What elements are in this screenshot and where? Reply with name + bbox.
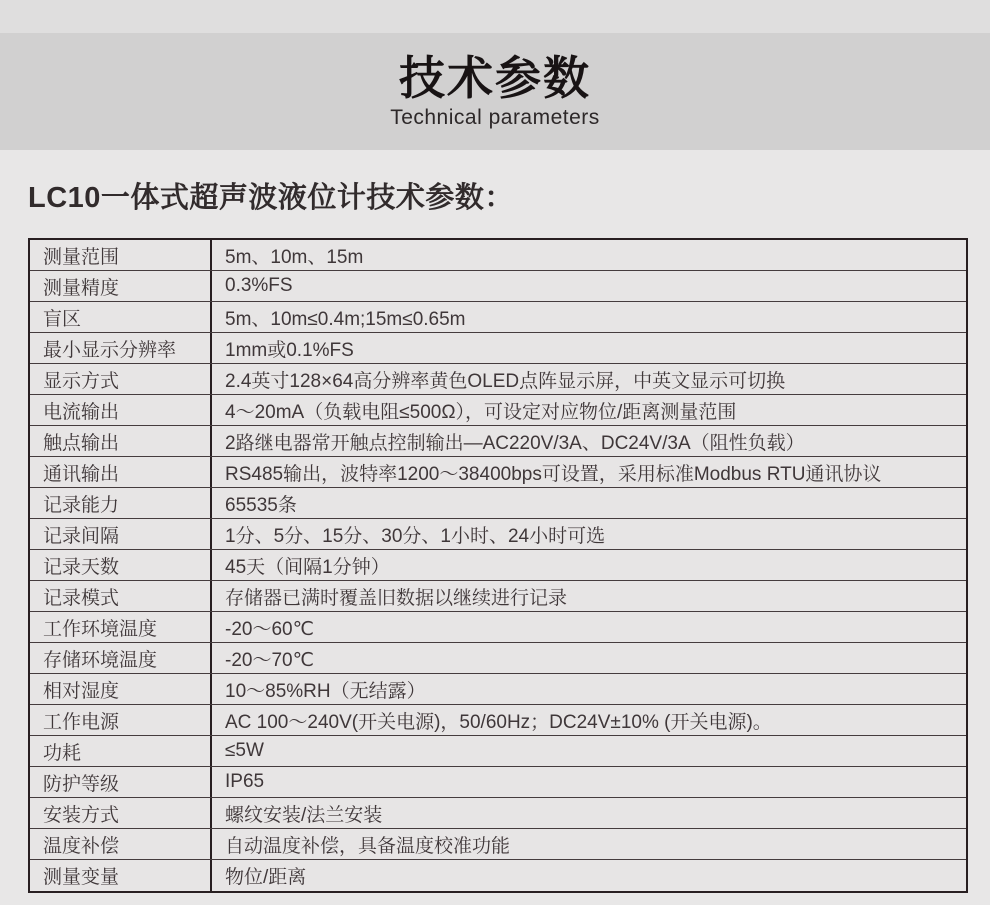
param-label: 触点输出 [30,426,212,456]
param-label: 存储环境温度 [30,643,212,673]
param-value: 1mm或0.1%FS [225,339,354,361]
param-value: -20～60℃ [225,618,314,640]
param-label: 相对湿度 [30,674,212,704]
param-value: IP65 [225,771,265,792]
table-row [30,643,966,674]
param-label: 通讯输出 [30,457,212,487]
table-row [30,519,966,550]
page-subtitle: Technical parameters [390,106,600,130]
param-value: 螺纹安装/法兰安装 [225,804,383,826]
table-row [30,581,966,612]
param-value: 10～85%RH（无结露） [225,680,426,702]
table-row [30,426,966,457]
table-row [30,395,966,426]
param-label: 记录模式 [30,581,212,611]
param-label: 显示方式 [30,364,212,394]
param-label: 最小显示分辨率 [30,333,212,363]
table-row [30,798,966,829]
section-heading: LC10一体式超声波液位计技术参数： [28,182,514,214]
param-label: 盲区 [30,302,212,332]
top-strip [0,0,990,33]
param-value: 1分、5分、15分、30分、1小时、24小时可选 [225,525,606,547]
param-value: 0.3%FS [225,275,293,296]
param-value: 自动温度补偿，具备温度校准功能 [225,835,511,857]
param-value: 2路继电器常开触点控制输出—AC220V/3A、DC24V/3A（阻性负载） [225,432,805,454]
param-label: 工作环境温度 [30,612,212,642]
param-label: 电流输出 [30,395,212,425]
param-value: RS485输出，波特率1200～38400bps可设置，采用标准Modbus RTU通讯协议 [225,463,882,485]
table-row [30,240,966,271]
table-row [30,736,966,767]
page-title: 技术参数 [399,51,591,104]
param-value: 2.4英寸128×64高分辨率黄色OLED点阵显示屏，中英文显示可切换 [225,370,786,392]
title-band [0,33,990,150]
table-row [30,550,966,581]
param-label: 工作电源 [30,705,212,735]
param-label: 测量精度 [30,271,212,301]
param-value: 存储器已满时覆盖旧数据以继续进行记录 [225,587,568,609]
table-row [30,364,966,395]
param-label: 记录间隔 [30,519,212,549]
table-row [30,612,966,643]
param-value: AC 100～240V(开关电源)，50/60Hz；DC24V±10% (开关电源)。 [225,711,772,733]
param-value: 4～20mA（负载电阻≤500Ω），可设定对应物位/距离测量范围 [225,401,737,423]
param-label: 测量变量 [30,860,212,891]
param-label: 安装方式 [30,798,212,828]
table-row [30,860,966,891]
param-value: 5m、10m≤0.4m;15m≤0.65m [225,308,466,330]
param-value: ≤5W [225,740,264,761]
param-value: 5m、10m、15m [225,246,364,268]
spec-table [28,238,968,893]
param-value: 物位/距离 [225,867,307,888]
table-row [30,488,966,519]
param-label: 记录能力 [30,488,212,518]
table-row [30,333,966,364]
table-row [30,829,966,860]
param-value: 45天（间隔1分钟） [225,556,390,578]
table-row [30,302,966,333]
table-row [30,674,966,705]
param-label: 测量范围 [30,240,212,270]
param-label: 功耗 [30,736,212,766]
table-row [30,457,966,488]
param-label: 防护等级 [30,767,212,797]
table-row [30,705,966,736]
table-row [30,271,966,302]
param-value: -20～70℃ [225,649,314,671]
param-label: 记录天数 [30,550,212,580]
param-label: 温度补偿 [30,829,212,859]
param-value: 65535条 [225,494,297,516]
table-row [30,767,966,798]
